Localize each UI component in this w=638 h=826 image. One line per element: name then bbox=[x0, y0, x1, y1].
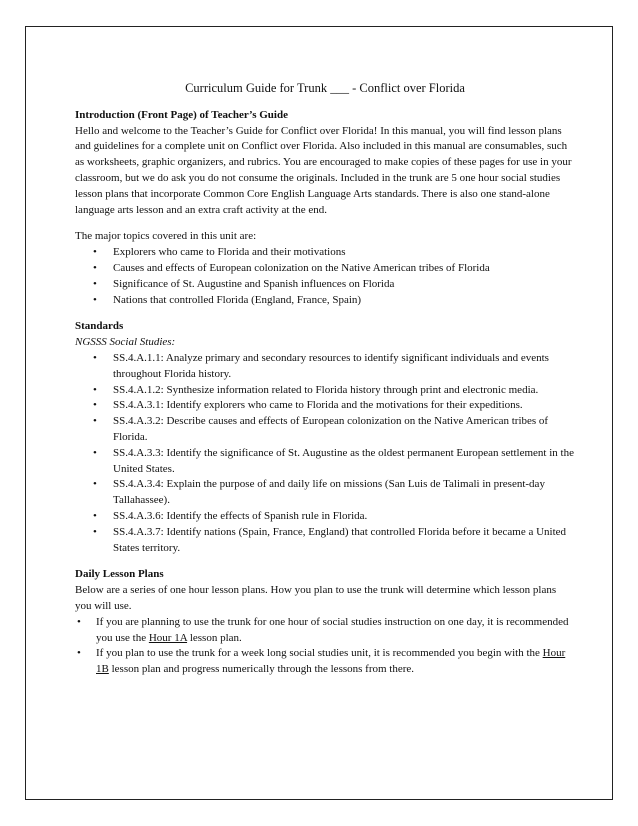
daily-item-text: If you plan to use the trunk for a week long social studies unit, it is recommended you begin with the bbox=[96, 647, 543, 660]
daily-item-text: lesson plan and progress numerically through the lessons from there. bbox=[108, 663, 415, 676]
topic-item: • Significance of St. Augustine and Spanish influences on Florida bbox=[75, 277, 575, 293]
topic-item: • Nations that controlled Florida (England, France, Spain) bbox=[75, 293, 575, 309]
standard-item: • SS.4.A.3.2: Describe causes and effects of European colonization on the Native American tribes of Florida. bbox=[75, 414, 575, 446]
standard-item: • SS.4.A.3.3: Identify the significance of St. Augustine as the oldest permanent European settlement in the United States. bbox=[75, 446, 575, 478]
hour-1a-link[interactable]: Hour 1A bbox=[148, 631, 188, 644]
daily-paragraph: Below are a series of one hour lesson plans. How you plan to use the trunk will determine which lesson plans you will use. bbox=[75, 584, 557, 612]
standard-item: • SS.4.A.3.1: Identify explorers who came to Florida and the motivations for their expeditions. bbox=[75, 398, 575, 414]
document-content bbox=[75, 81, 575, 678]
intro-paragraph: Hello and welcome to the Teacher’s Guide for Conflict over Florida! In this manual, you will find lesson plans and guidelines for a complete unit on Conflict over Florida. Also included in this manual are consumables, such as worksheets, graphic organizers, and rubrics. You are encouraged to make copies of these pages for use in your classroom, but we do ask you do not consume the originals. Included in the trunk are 5 one hour social studies lesson plans that incorporate Common Core English Language Arts standards. There is also one stand-alone language arts lesson and an extra craft activity at the end. bbox=[75, 124, 572, 216]
topics-list bbox=[75, 245, 575, 308]
intro-heading: Introduction (Front Page) of Teacher’s Guide bbox=[75, 108, 288, 121]
standards-subheading: NGSSS Social Studies: bbox=[75, 336, 176, 349]
standard-item: • SS.4.A.3.6: Identify the effects of Spanish rule in Florida. bbox=[75, 509, 575, 525]
standards-list bbox=[75, 351, 575, 556]
standard-item: • SS.4.A.1.2: Synthesize information related to Florida history through print and electronic media. bbox=[75, 383, 575, 399]
topic-item: • Explorers who came to Florida and their motivations bbox=[75, 245, 575, 261]
standard-item: • SS.4.A.1.1: Analyze primary and secondary resources to identify significant individuals and events throughout Florida history. bbox=[75, 351, 575, 383]
topics-lead: The major topics covered in this unit are: bbox=[75, 230, 257, 243]
document-title: Curriculum Guide for Trunk ___ - Conflict over Florida bbox=[185, 81, 465, 95]
standard-item: • SS.4.A.3.4: Explain the purpose of and daily life on missions (San Luis de Talimali in present-day Tallahassee). bbox=[75, 477, 575, 509]
daily-item bbox=[75, 615, 575, 647]
standard-item: • SS.4.A.3.7: Identify nations (Spain, France, England) that controlled Florida before it became a United States territory. bbox=[75, 525, 575, 557]
daily-heading: Daily Lesson Plans bbox=[75, 568, 164, 581]
hour-1b-link[interactable]: Hour 1B bbox=[96, 647, 566, 676]
standards-heading: Standards bbox=[75, 320, 124, 333]
daily-list bbox=[75, 615, 575, 678]
daily-item bbox=[75, 646, 575, 678]
daily-item-text: If you are planning to use the trunk for one hour of social studies instruction on one day, it is recommended you use the bbox=[96, 615, 569, 644]
daily-item-text: lesson plan. bbox=[187, 631, 242, 644]
topic-item: • Causes and effects of European colonization on the Native American tribes of Florida bbox=[75, 261, 575, 277]
